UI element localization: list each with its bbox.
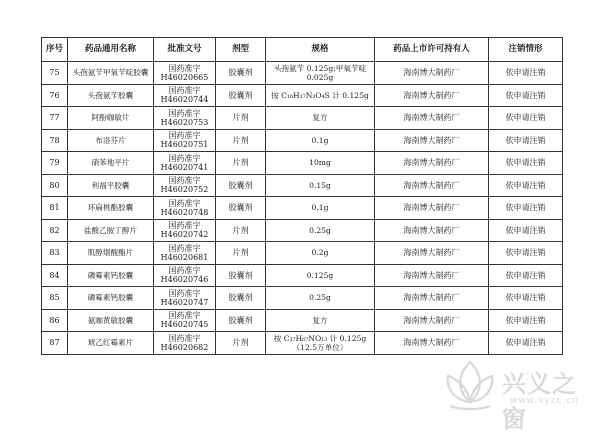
license-holder-cell: 海南博大制药厂 [375,197,489,220]
approval-code: H46020748 [160,207,209,217]
drug-name-cell: 环扁桃酯胶囊 [68,197,154,220]
watermark-url: www.xyzc.cn [510,396,579,406]
table-row [42,84,563,107]
serial-cell: 76 [42,84,68,107]
status-cell: 依申请注销 [489,107,563,130]
approval-prefix: 国药准字 [168,221,201,231]
table-row [42,219,563,242]
approval-prefix: 国药准字 [168,176,201,186]
approval-code: H46020741 [160,162,209,172]
table-row [42,129,563,152]
header-specification: 规格 [266,38,375,62]
approval-code: H46020753 [160,117,209,127]
drug-name-cell: 头孢氨苄胶囊 [68,84,154,107]
approval-prefix: 国药准字 [168,243,201,253]
serial-cell: 80 [42,174,68,197]
drug-name-cell: 磷霉素钙胶囊 [68,264,154,287]
license-holder-cell: 海南博大制药厂 [375,174,489,197]
license-holder-cell: 海南博大制药厂 [375,219,489,242]
header-license-holder: 药品上市许可持有人 [375,38,489,62]
license-holder-cell: 海南博大制药厂 [375,242,489,265]
table-row [42,242,563,265]
drug-name-cell: 利福平胶囊 [68,174,154,197]
specification-cell: 10mg [266,152,375,175]
drug-name-cell: 盐酸乙胺丁醇片 [68,219,154,242]
approval-code: H46020744 [160,95,209,105]
dosage-form-cell: 片剂 [216,129,266,152]
status-cell: 依申请注销 [489,174,563,197]
watermark-logo [440,352,590,433]
header-serial: 序号 [42,38,68,62]
drug-name-cell: 氨咖黄敏胶囊 [68,309,154,332]
specification-cell: 0.1g [266,197,375,220]
status-cell: 依申请注销 [489,332,563,355]
approval-cell [154,152,216,175]
license-holder-cell: 海南博大制药厂 [375,107,489,130]
drug-name-cell: 布洛芬片 [68,129,154,152]
specification-cell: 0.15g [266,174,375,197]
status-cell: 依申请注销 [489,197,563,220]
status-cell: 依申请注销 [489,84,563,107]
serial-cell: 75 [42,62,68,85]
approval-cell [154,264,216,287]
approval-cell [154,62,216,85]
approval-cell [154,174,216,197]
dosage-form-cell: 片剂 [216,107,266,130]
dosage-form-cell: 胶囊剂 [216,197,266,220]
approval-code: H46020751 [160,140,209,150]
approval-cell [154,332,216,355]
license-holder-cell: 海南博大制药厂 [375,152,489,175]
approval-cell [154,309,216,332]
serial-cell: 86 [42,309,68,332]
approval-code: H46020681 [160,252,209,262]
table-row [42,174,563,197]
header-drug-name: 药品通用名称 [68,38,154,62]
table-row [42,62,563,85]
license-holder-cell: 海南博大制药厂 [375,264,489,287]
table-row [42,264,563,287]
approval-code: H46020665 [160,72,209,82]
approval-code: H46020747 [160,297,209,307]
table-row [42,107,563,130]
serial-cell: 84 [42,264,68,287]
approval-prefix: 国药准字 [168,63,201,73]
drug-cancellation-table [41,37,563,355]
serial-cell: 83 [42,242,68,265]
table-row [42,197,563,220]
document-sheet [41,37,562,355]
status-cell: 依申请注销 [489,264,563,287]
approval-code: H46020742 [160,230,209,240]
dosage-form-cell: 片剂 [216,332,266,355]
approval-prefix: 国药准字 [168,266,201,276]
dosage-form-cell: 片剂 [216,242,266,265]
drug-name-cell: 硝苯地平片 [68,152,154,175]
status-cell: 依申请注销 [489,287,563,310]
dosage-form-cell: 胶囊剂 [216,62,266,85]
lotus-icon [440,352,590,416]
approval-prefix: 国药准字 [168,108,201,118]
table-row [42,152,563,175]
drug-name-cell: 阿酚咖敏片 [68,107,154,130]
header-cancellation-status: 注销情形 [489,38,563,62]
serial-cell: 85 [42,287,68,310]
approval-cell [154,219,216,242]
license-holder-cell: 海南博大制药厂 [375,84,489,107]
specification-cell: 0.125g [266,264,375,287]
approval-cell [154,84,216,107]
specification-cell: 0.1g [266,129,375,152]
license-holder-cell: 海南博大制药厂 [375,129,489,152]
license-holder-cell: 海南博大制药厂 [375,287,489,310]
dosage-form-cell: 胶囊剂 [216,309,266,332]
drug-name-cell: 琥乙红霉素片 [68,332,154,355]
serial-cell: 77 [42,107,68,130]
specification-cell: 复方 [266,107,375,130]
license-holder-cell: 海南博大制药厂 [375,309,489,332]
status-cell: 依申请注销 [489,129,563,152]
approval-prefix: 国药准字 [168,131,201,141]
specification-cell: 按 C₃₇H₆₇NO₁₃ 计 0.125g（12.5万单位） [266,332,375,355]
status-cell: 依申请注销 [489,242,563,265]
table-row [42,309,563,332]
approval-prefix: 国药准字 [168,86,201,96]
serial-cell: 78 [42,129,68,152]
specification-cell: 0.2g [266,242,375,265]
serial-cell: 82 [42,219,68,242]
status-cell: 依申请注销 [489,309,563,332]
approval-code: H46020752 [160,185,209,195]
license-holder-cell: 海南博大制药厂 [375,62,489,85]
watermark-text: 兴义之窗 [502,370,577,433]
dosage-form-cell: 胶囊剂 [216,264,266,287]
serial-cell: 79 [42,152,68,175]
dosage-form-cell: 胶囊剂 [216,174,266,197]
drug-name-cell: 磷霉素钙胶囊 [68,287,154,310]
header-dosage-form: 剂型 [216,38,266,62]
approval-cell [154,242,216,265]
approval-cell [154,197,216,220]
table-row [42,287,563,310]
drug-name-cell: 肌醇烟酸酯片 [68,242,154,265]
dosage-form-cell: 胶囊剂 [216,84,266,107]
dosage-form-cell: 胶囊剂 [216,287,266,310]
approval-code: H46020682 [160,342,209,352]
table-row [42,332,563,355]
specification-cell: 头孢氨苄 0.125g;甲氧苄啶 0.025g [266,62,375,85]
approval-prefix: 国药准字 [168,288,201,298]
status-cell: 依申请注销 [489,152,563,175]
approval-cell [154,287,216,310]
drug-name-cell: 头孢氨苄甲氧苄啶胶囊 [68,62,154,85]
dosage-form-cell: 片剂 [216,219,266,242]
specification-cell: 复方 [266,309,375,332]
serial-cell: 81 [42,197,68,220]
license-holder-cell: 海南博大制药厂 [375,332,489,355]
approval-prefix: 国药准字 [168,311,201,321]
specification-cell: 按 C₁₆H₁₇N₃O₄S 计 0.125g [266,84,375,107]
header-approval-number: 批准文号 [154,38,216,62]
status-cell: 依申请注销 [489,219,563,242]
approval-prefix: 国药准字 [168,198,201,208]
approval-cell [154,107,216,130]
table-header-row [42,38,563,62]
serial-cell: 87 [42,332,68,355]
approval-prefix: 国药准字 [168,153,201,163]
approval-prefix: 国药准字 [168,333,201,343]
status-cell: 依申请注销 [489,62,563,85]
approval-code: H46020746 [160,275,209,285]
approval-code: H46020745 [160,320,209,330]
specification-cell: 0.25g [266,287,375,310]
approval-cell [154,129,216,152]
specification-cell: 0.25g [266,219,375,242]
dosage-form-cell: 片剂 [216,152,266,175]
